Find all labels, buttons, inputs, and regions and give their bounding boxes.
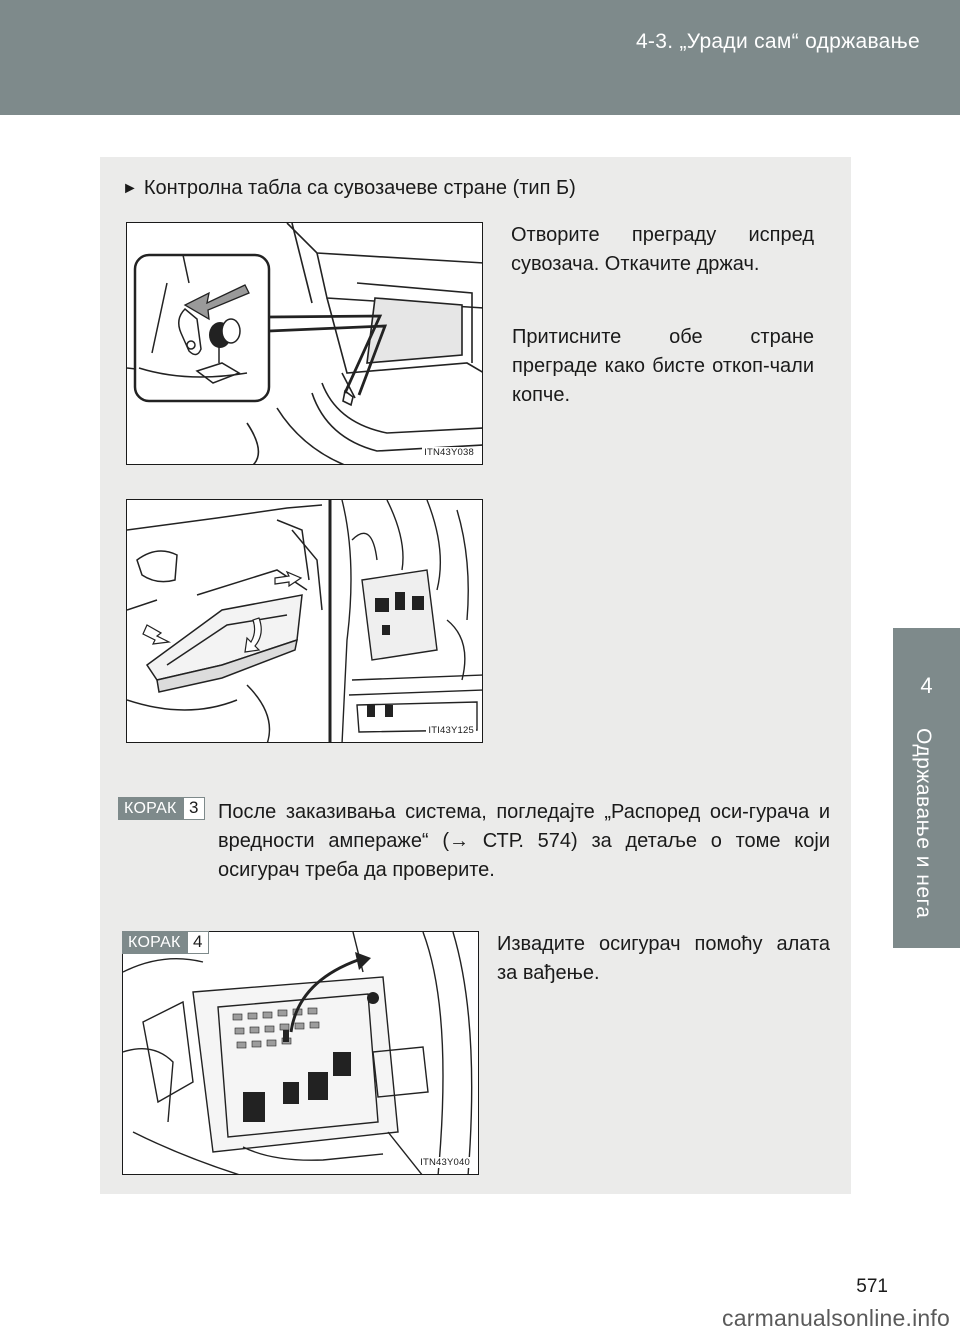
glovebox-cover-drawing	[127, 223, 483, 465]
instruction-press-sides: Притисните обе стране преграде како бисте откоп-чали копче.	[512, 326, 814, 406]
instruction-check-fuse-layout: После заказивања система, погледајте „Распоред оси-гурача и вредности ампераже“ (→ СТР. 574) за детаље о томе који осигурач треба да проверите.	[218, 801, 830, 881]
step-word: КОРАК	[118, 797, 183, 820]
triangle-bullet-icon: ►	[122, 180, 138, 197]
figure-code: ITI43Y125	[428, 725, 474, 736]
illustration-remove-fuse	[122, 931, 479, 1175]
illustration-remove-cover	[126, 499, 483, 743]
subsection-heading-text: Контролна табла са сувозачеве стране (тип Б)	[143, 177, 576, 199]
section-title: 4-3. „Уради сам“ одржавање	[635, 30, 920, 53]
watermark: carmanualsonline.info	[722, 1305, 950, 1331]
figure-code: ITN43Y040	[420, 1157, 470, 1168]
illustration-open-cover	[126, 222, 483, 465]
step-number: 4	[187, 931, 209, 954]
cover-removal-drawing	[127, 500, 483, 743]
chapter-number: 4	[920, 673, 933, 698]
page-number: 571	[856, 1276, 888, 1297]
subsection-heading	[122, 177, 576, 200]
chapter-label: Одржавање и нега	[912, 728, 935, 919]
step-number: 3	[183, 797, 205, 820]
chapter-tab	[893, 628, 960, 948]
figure-code: ITN43Y038	[424, 447, 474, 458]
instruction-remove-fuse: Извадите осигурач помоћу алата за вађење.	[497, 933, 830, 984]
page-header	[0, 0, 960, 115]
instruction-open-cover: Отворите преграду испред сувозача. Откачите држач.	[511, 224, 814, 275]
step-4-badge	[122, 931, 209, 954]
step-word: КОРАК	[122, 931, 187, 954]
step-3-badge	[118, 797, 205, 820]
fuse-box-drawing	[123, 932, 479, 1175]
